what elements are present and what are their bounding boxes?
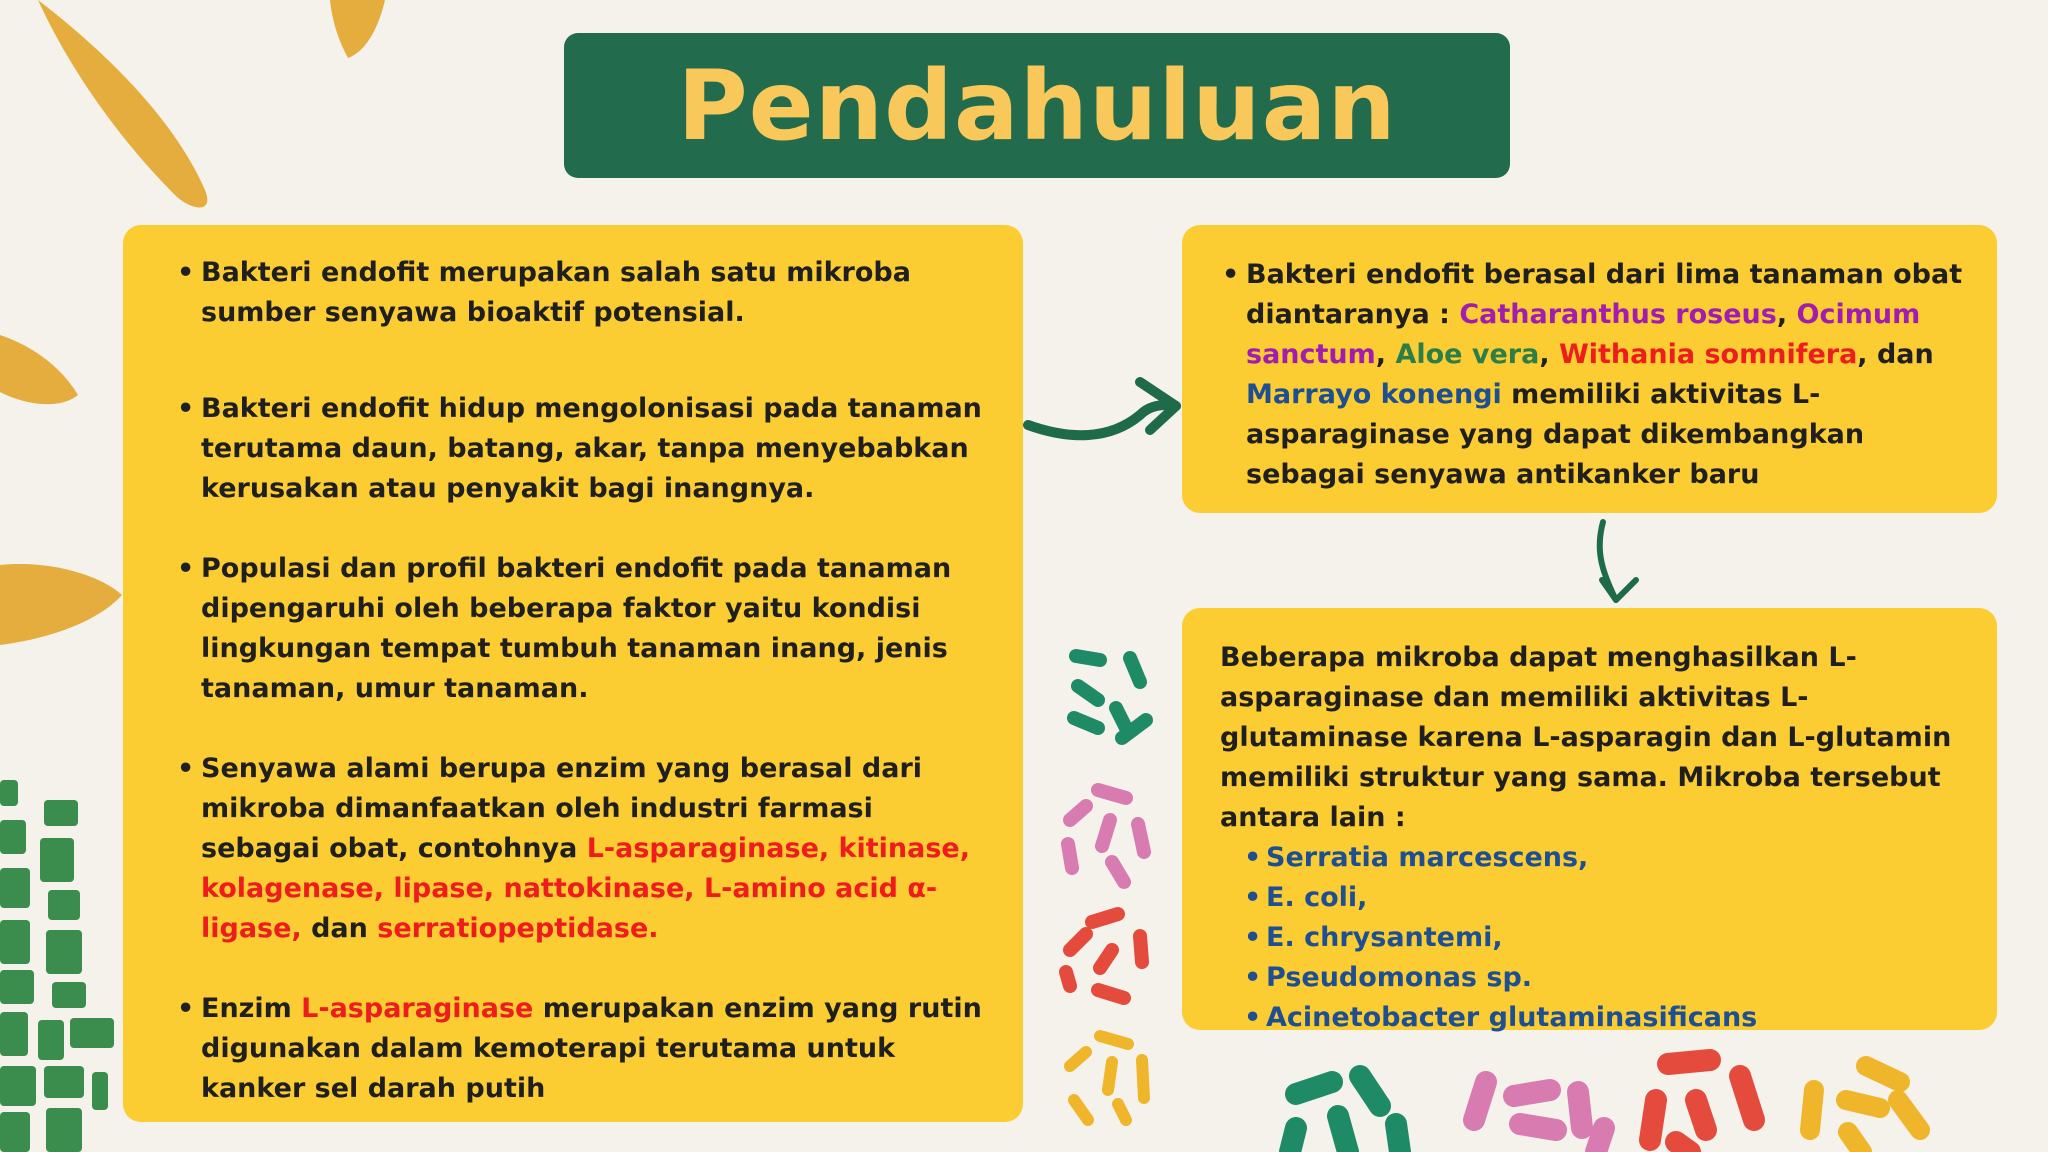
bacteria-cluster-green [1074, 656, 1146, 738]
leaf-shape [330, 0, 385, 58]
bacteria-row-red [1650, 1060, 1754, 1152]
arrow-down-icon [1600, 522, 1636, 600]
leaf-shape [0, 564, 122, 645]
microbe-item: • E. chrysantemi, [1244, 918, 1997, 958]
bullet-item [177, 389, 993, 509]
plant-name: Marrayo konengi [1246, 379, 1502, 410]
enzyme-name: serratiopeptidase. [377, 913, 659, 944]
bullet-text: Enzim [201, 993, 302, 1024]
microbes-paragraph: Beberapa mikroba dapat menghasilkan L-asparaginase dan memiliki aktivitas L-glutaminase karena L-asparagin dan L-glutamin memiliki struktur yang sama. Mikroba tersebut antara lain : [1220, 642, 1952, 833]
plant-name: Ocimum sanctum [1246, 299, 1921, 370]
bacteria-cluster-yellow [1070, 1036, 1144, 1120]
bullet-text: memiliki aktivitas L-asparaginase yang dapat dikembangkan sebagai senyawa antikanker baru [1246, 379, 1865, 490]
plant-name: Withania somnifera [1558, 339, 1858, 370]
leaf-shape [0, 335, 78, 404]
bullet-text: Bakteri endofit hidup mengolonisasi pada tanaman terutama daun, batang, akar, tanpa menyebabkan kerusakan atau penyakit bagi inangnya. [201, 393, 982, 504]
enzyme-name: L-asparaginase [301, 993, 534, 1024]
bacteria-row-green [1290, 1076, 1400, 1152]
arrow-right-icon [1028, 382, 1176, 435]
enzyme-list: L-asparaginase, kitinase, kolagenase, lipase, nattokinase, L-amino acid α-ligase, [201, 833, 970, 944]
plants-bullet-list [1222, 255, 1967, 495]
plant-name: Aloe vera [1395, 339, 1540, 370]
bullet-text: dan [301, 913, 378, 944]
bullet-text: Bakteri endofit berasal dari lima tanaman obat diantaranya : [1246, 259, 1963, 330]
microbe-item: • Serratia marcescens, [1244, 838, 1997, 878]
bullet-item [177, 749, 993, 949]
bullet-item [177, 549, 993, 709]
leaf-shape [38, 0, 207, 208]
microbe-list [1220, 838, 1997, 1038]
bullet-text: Bakteri endofit merupakan salah satu mikroba sumber senyawa bioaktif potensial. [201, 257, 911, 328]
microbe-item: • E. coli, [1244, 878, 1997, 918]
plant-name: Catharanthus roseus [1459, 299, 1777, 330]
bullet-item [177, 253, 993, 333]
bacteria-row-yellow [1810, 1066, 1920, 1152]
separator: , [1776, 299, 1797, 330]
separator: , dan [1857, 339, 1934, 370]
microbes-card [1182, 608, 1997, 1033]
bullet-item [177, 989, 993, 1109]
bacteria-cluster-pink [1068, 790, 1144, 882]
bullet-text: Senyawa alami berupa enzim yang berasal dari mikroba dimanfaatkan oleh industri farmasi sebagai obat, contohnya [201, 753, 923, 864]
microbe-item: • Acinetobacter glutaminasificans [1244, 998, 1997, 1038]
page-title: Pendahuluan [677, 49, 1397, 162]
bullet-text: Populasi dan profil bakteri endofit pada tanaman dipengaruhi oleh beberapa faktor yaitu kondisi lingkungan tempat tumbuh tanaman inang, jenis tanaman, umur tanaman. [201, 553, 952, 704]
intro-card [123, 225, 1023, 1122]
separator: , [1375, 339, 1396, 370]
bacteria-row-pink [1474, 1082, 1604, 1152]
microbe-item: • Pseudomonas sp. [1244, 958, 1997, 998]
green-tiles [0, 780, 114, 1152]
plants-card [1182, 225, 1997, 513]
bullet-text: merupakan enzim yang rutin digunakan dalam kemoterapi terutama untuk kanker sel darah putih [201, 993, 982, 1104]
bullet-item [1222, 255, 1967, 495]
separator: , [1539, 339, 1559, 370]
bacteria-cluster-red [1066, 914, 1142, 998]
title-banner [564, 33, 1510, 178]
intro-bullet-list [177, 253, 993, 1109]
